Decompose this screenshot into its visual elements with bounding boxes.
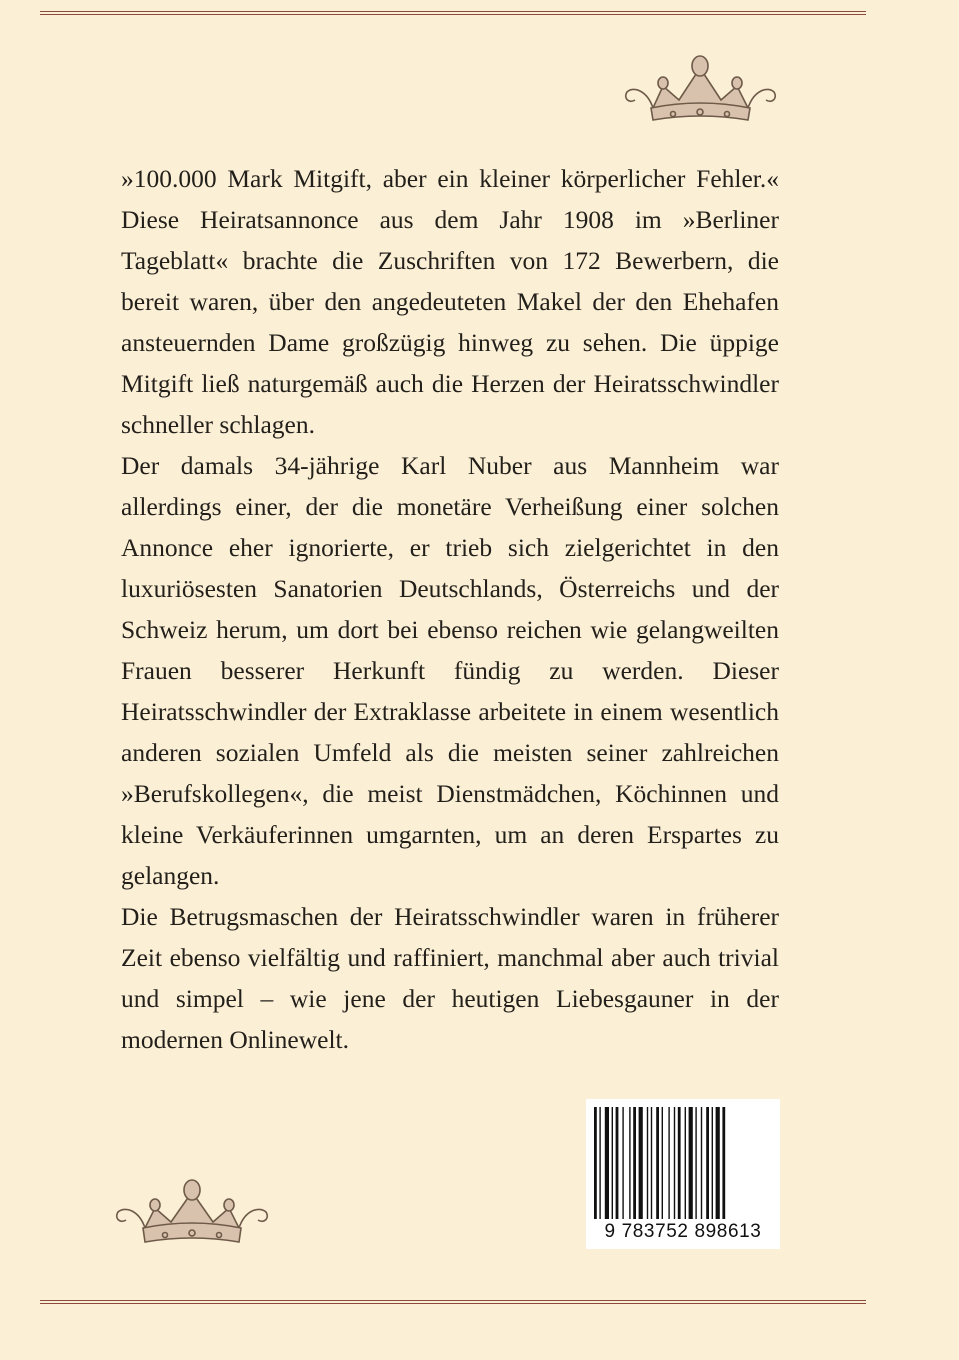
barcode-bar <box>599 1107 600 1219</box>
top-decorative-rule <box>40 11 866 15</box>
crown-ornament-icon <box>113 1178 271 1250</box>
barcode-bar <box>716 1107 720 1219</box>
barcode-bar <box>695 1107 696 1219</box>
barcode-bar <box>594 1107 597 1219</box>
barcode-bar <box>616 1107 619 1219</box>
crown-ornament-icon <box>623 50 778 130</box>
isbn-barcode <box>586 1099 780 1249</box>
paragraph: Der damals 34-jährige Karl Nuber aus Mannheim war allerdings einer, der die monetäre Verheißung einer solchen Annonce eher ignorierte, er trieb sich zielgerichtet in den luxuriösesten Sanatorien Deutschlands, Österreichs und der Schweiz herum, um dort bei ebenso reichen wie gelangweilten Frauen besserer Herkunft fündig zu werden. Dieser Heiratsschwindler der Extraklasse arbeitete in einem wesentlich anderen sozialen Umfeld als die meisten seiner zahlreichen »Berufskollegen«, die meist Dienstmädchen, Köchinnen und kleine Verkäuferinnen umgarnten, um an deren Erspartes zu gelangen. <box>121 451 779 890</box>
barcode-digits: 9 783752 898613 <box>604 1221 762 1242</box>
barcode-bar <box>651 1107 652 1219</box>
barcode-bar <box>633 1107 636 1219</box>
barcode-bar <box>647 1107 648 1219</box>
barcode-bar <box>605 1107 609 1219</box>
barcode-bar <box>622 1107 623 1219</box>
barcode-icon <box>586 1099 780 1223</box>
barcode-bar <box>668 1107 669 1219</box>
barcode-bar <box>712 1107 713 1219</box>
back-cover-blurb <box>121 158 779 1060</box>
barcode-bar <box>689 1107 693 1219</box>
barcode-bar <box>685 1107 686 1219</box>
paragraph: Die Betrugsmaschen der Heiratsschwindler waren in früherer Zeit ebenso vielfältig und raffiniert, manchmal aber auch trivial und simpel – wie jene der heutigen Liebesgauner in der modernen Onlinewelt. <box>121 902 779 1054</box>
barcode-bar <box>706 1107 709 1219</box>
barcode-bar <box>662 1107 663 1219</box>
barcode-bar <box>656 1107 659 1219</box>
barcode-bar <box>629 1107 630 1219</box>
barcode-bar <box>674 1107 675 1219</box>
barcode-bar <box>701 1107 702 1219</box>
barcode-bar <box>678 1107 681 1219</box>
paragraph: »100.000 Mark Mitgift, aber ein kleiner körperlicher Fehler.« Diese Heiratsannonce aus dem Jahr 1908 im »Berliner Tageblatt« brachte die Zuschriften von 172 Bewerbern, die bereit waren, über den angedeuteten Makel der den Ehehafen ansteuernden Dame großzügig hinweg zu sehen. Die üppige Mitgift ließ naturgemäß auch die Herzen der Heiratsschwindler schneller schlagen. <box>121 164 779 439</box>
barcode-bar <box>639 1107 643 1219</box>
barcode-bar <box>722 1107 725 1219</box>
barcode-bar <box>612 1107 613 1219</box>
bottom-decorative-rule <box>40 1300 866 1304</box>
